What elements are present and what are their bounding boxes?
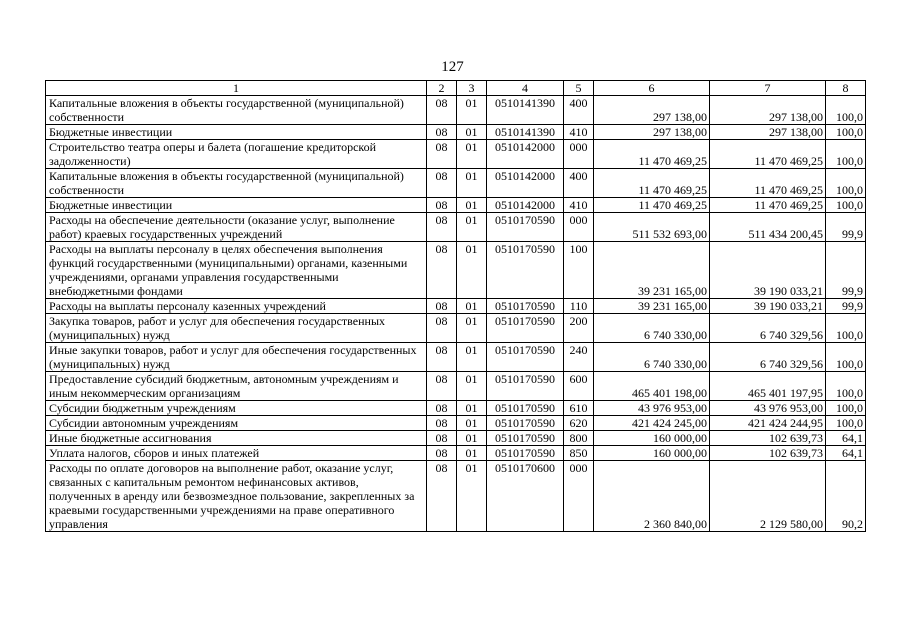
expense-type-code-cell: 100 [564,242,594,299]
header-cell-2: 2 [427,81,457,96]
target-item-code-cell: 0510170590 [487,314,564,343]
subsection-code-cell: 01 [457,242,487,299]
table-row [46,169,866,198]
planned-amount-cell: 43 976 953,00 [594,401,710,416]
planned-amount-cell: 465 401 198,00 [594,372,710,401]
execution-percent-cell: 100,0 [826,401,866,416]
executed-amount-cell: 11 470 469,25 [710,140,826,169]
table-row [46,401,866,416]
executed-amount-cell: 6 740 329,56 [710,343,826,372]
table-row [46,431,866,446]
execution-percent-cell: 100,0 [826,125,866,140]
subsection-code-cell: 01 [457,96,487,125]
expense-type-code-cell: 240 [564,343,594,372]
subsection-code-cell: 01 [457,198,487,213]
execution-percent-cell: 100,0 [826,96,866,125]
header-cell-1: 1 [46,81,427,96]
executed-amount-cell: 102 639,73 [710,446,826,461]
executed-amount-cell: 465 401 197,95 [710,372,826,401]
target-item-code-cell: 0510170590 [487,431,564,446]
expense-name-cell: Предоставление субсидий бюджетным, автономным учреждениям и иным некоммерческим организациям [46,372,427,401]
section-code-cell: 08 [427,343,457,372]
expense-name-cell: Расходы на выплаты персоналу в целях обеспечения выполнения функций государственными (муниципальными) органами, казенными учреждениями, органами управления государственными внебюджетными фондами [46,242,427,299]
target-item-code-cell: 0510170590 [487,446,564,461]
subsection-code-cell: 01 [457,140,487,169]
budget-table [45,80,866,532]
expense-type-code-cell: 610 [564,401,594,416]
planned-amount-cell: 297 138,00 [594,96,710,125]
executed-amount-cell: 43 976 953,00 [710,401,826,416]
section-code-cell: 08 [427,372,457,401]
subsection-code-cell: 01 [457,299,487,314]
target-item-code-cell: 0510170590 [487,299,564,314]
target-item-code-cell: 0510141390 [487,125,564,140]
execution-percent-cell: 90,2 [826,461,866,532]
section-code-cell: 08 [427,169,457,198]
planned-amount-cell: 11 470 469,25 [594,169,710,198]
expense-name-cell: Капитальные вложения в объекты государственной (муниципальной) собственности [46,169,427,198]
planned-amount-cell: 421 424 245,00 [594,416,710,431]
section-code-cell: 08 [427,213,457,242]
target-item-code-cell: 0510170590 [487,242,564,299]
execution-percent-cell: 64,1 [826,431,866,446]
header-cell-6: 6 [594,81,710,96]
expense-name-cell: Бюджетные инвестиции [46,198,427,213]
execution-percent-cell: 100,0 [826,198,866,213]
target-item-code-cell: 0510170590 [487,401,564,416]
expense-type-code-cell: 620 [564,416,594,431]
expense-name-cell: Иные бюджетные ассигнования [46,431,427,446]
subsection-code-cell: 01 [457,314,487,343]
table-row [46,446,866,461]
table-row [46,461,866,532]
executed-amount-cell: 297 138,00 [710,125,826,140]
header-cell-7: 7 [710,81,826,96]
table-row [46,213,866,242]
table-row [46,198,866,213]
execution-percent-cell: 64,1 [826,446,866,461]
expense-type-code-cell: 200 [564,314,594,343]
target-item-code-cell: 0510141390 [487,96,564,125]
section-code-cell: 08 [427,96,457,125]
execution-percent-cell: 100,0 [826,372,866,401]
target-item-code-cell: 0510142000 [487,198,564,213]
execution-percent-cell: 100,0 [826,314,866,343]
executed-amount-cell: 39 190 033,21 [710,299,826,314]
target-item-code-cell: 0510170590 [487,372,564,401]
subsection-code-cell: 01 [457,401,487,416]
subsection-code-cell: 01 [457,213,487,242]
target-item-code-cell: 0510142000 [487,169,564,198]
executed-amount-cell: 11 470 469,25 [710,169,826,198]
execution-percent-cell: 100,0 [826,343,866,372]
executed-amount-cell: 421 424 244,95 [710,416,826,431]
executed-amount-cell: 102 639,73 [710,431,826,446]
executed-amount-cell: 11 470 469,25 [710,198,826,213]
executed-amount-cell: 6 740 329,56 [710,314,826,343]
expense-name-cell: Бюджетные инвестиции [46,125,427,140]
target-item-code-cell: 0510170590 [487,416,564,431]
expense-type-code-cell: 400 [564,169,594,198]
planned-amount-cell: 160 000,00 [594,431,710,446]
expense-name-cell: Капитальные вложения в объекты государственной (муниципальной) собственности [46,96,427,125]
planned-amount-cell: 297 138,00 [594,125,710,140]
subsection-code-cell: 01 [457,372,487,401]
execution-percent-cell: 100,0 [826,140,866,169]
subsection-code-cell: 01 [457,431,487,446]
table-row [46,96,866,125]
header-cell-3: 3 [457,81,487,96]
execution-percent-cell: 99,9 [826,213,866,242]
subsection-code-cell: 01 [457,461,487,532]
execution-percent-cell: 99,9 [826,299,866,314]
section-code-cell: 08 [427,242,457,299]
planned-amount-cell: 2 360 840,00 [594,461,710,532]
subsection-code-cell: 01 [457,169,487,198]
planned-amount-cell: 511 532 693,00 [594,213,710,242]
target-item-code-cell: 0510170590 [487,343,564,372]
expense-name-cell: Субсидии бюджетным учреждениям [46,401,427,416]
executed-amount-cell: 297 138,00 [710,96,826,125]
planned-amount-cell: 6 740 330,00 [594,314,710,343]
expense-type-code-cell: 110 [564,299,594,314]
table-row [46,242,866,299]
expense-type-code-cell: 000 [564,140,594,169]
section-code-cell: 08 [427,416,457,431]
planned-amount-cell: 11 470 469,25 [594,140,710,169]
table-row [46,314,866,343]
header-row [46,81,866,96]
table-row [46,343,866,372]
executed-amount-cell: 39 190 033,21 [710,242,826,299]
expense-type-code-cell: 400 [564,96,594,125]
section-code-cell: 08 [427,461,457,532]
expense-name-cell: Закупка товаров, работ и услуг для обеспечения государственных (муниципальных) нужд [46,314,427,343]
header-cell-4: 4 [487,81,564,96]
table-row [46,140,866,169]
table-row [46,299,866,314]
expense-type-code-cell: 410 [564,125,594,140]
planned-amount-cell: 39 231 165,00 [594,299,710,314]
table-row [46,125,866,140]
expense-name-cell: Расходы на выплаты персоналу казенных учреждений [46,299,427,314]
expense-name-cell: Расходы по оплате договоров на выполнение работ, оказание услуг, связанных с капитальным ремонтом нефинансовых активов, полученных в аренду или безвозмездное пользование, закрепленных за краевыми государственными учреждениями на праве оперативного управления [46,461,427,532]
table-body [46,96,866,532]
expense-name-cell: Уплата налогов, сборов и иных платежей [46,446,427,461]
expense-type-code-cell: 850 [564,446,594,461]
target-item-code-cell: 0510170600 [487,461,564,532]
subsection-code-cell: 01 [457,125,487,140]
expense-name-cell: Иные закупки товаров, работ и услуг для обеспечения государственных (муниципальных) нужд [46,343,427,372]
expense-type-code-cell: 000 [564,461,594,532]
expense-type-code-cell: 000 [564,213,594,242]
section-code-cell: 08 [427,299,457,314]
section-code-cell: 08 [427,140,457,169]
subsection-code-cell: 01 [457,343,487,372]
planned-amount-cell: 160 000,00 [594,446,710,461]
section-code-cell: 08 [427,125,457,140]
expense-name-cell: Расходы на обеспечение деятельности (оказание услуг, выполнение работ) краевых государственных учреждений [46,213,427,242]
execution-percent-cell: 99,9 [826,242,866,299]
section-code-cell: 08 [427,431,457,446]
expense-name-cell: Субсидии автономным учреждениям [46,416,427,431]
executed-amount-cell: 511 434 200,45 [710,213,826,242]
header-cell-5: 5 [564,81,594,96]
target-item-code-cell: 0510170590 [487,213,564,242]
page-number: 127 [441,59,464,75]
section-code-cell: 08 [427,198,457,213]
header-cell-8: 8 [826,81,866,96]
section-code-cell: 08 [427,401,457,416]
executed-amount-cell: 2 129 580,00 [710,461,826,532]
subsection-code-cell: 01 [457,416,487,431]
expense-type-code-cell: 800 [564,431,594,446]
execution-percent-cell: 100,0 [826,169,866,198]
expense-type-code-cell: 600 [564,372,594,401]
expense-type-code-cell: 410 [564,198,594,213]
expense-name-cell: Строительство театра оперы и балета (погашение кредиторской задолженности) [46,140,427,169]
table-row [46,416,866,431]
planned-amount-cell: 11 470 469,25 [594,198,710,213]
section-code-cell: 08 [427,314,457,343]
target-item-code-cell: 0510142000 [487,140,564,169]
planned-amount-cell: 6 740 330,00 [594,343,710,372]
planned-amount-cell: 39 231 165,00 [594,242,710,299]
subsection-code-cell: 01 [457,446,487,461]
section-code-cell: 08 [427,446,457,461]
execution-percent-cell: 100,0 [826,416,866,431]
table-row [46,372,866,401]
